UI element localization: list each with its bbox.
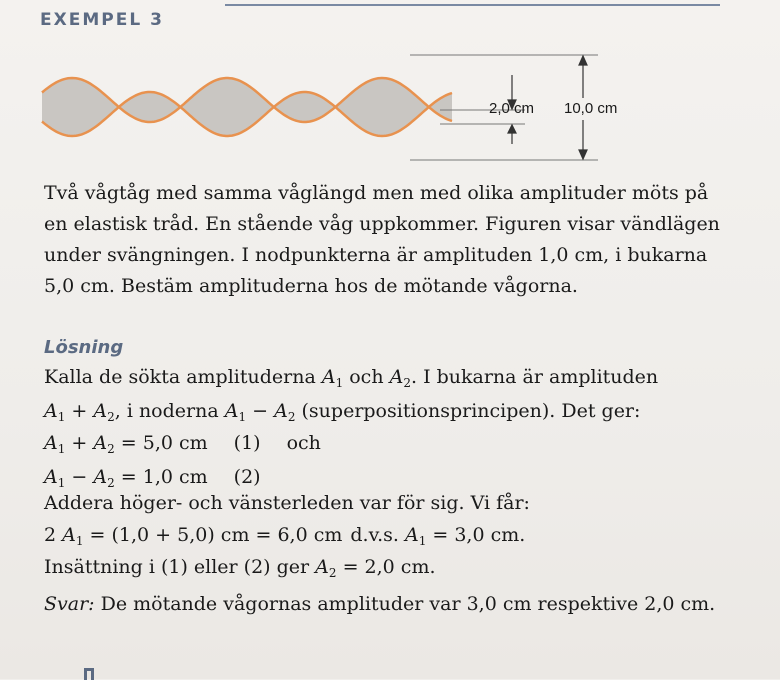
example-heading: EXEMPEL 3 <box>40 10 164 30</box>
answer-text: De mötande vågornas amplituder var 3,0 cm respektive 2,0 cm. <box>94 593 716 615</box>
solution-line-7: Insättning i (1) eller (2) ger $A_2 = 2,0$ cm. <box>44 556 436 580</box>
wave-envelope-fill <box>42 78 452 136</box>
problem-line: 5,0 cm. Bestäm amplituderna hos de mötande vågorna. <box>44 275 578 297</box>
problem-text <box>44 178 744 302</box>
small-amplitude-label: 2,0 cm <box>489 100 535 117</box>
solution-line-2: $A_1 + A_2$, i noderna $A_1 - A_2$ (superpositionsprincipen). Det ger: <box>44 400 641 424</box>
problem-line: Två vågtåg med samma våglängd men med olika amplituder möts på <box>44 182 709 204</box>
equation-1: $A_1 + A_2 = 5,0$ cm (1) och <box>44 432 321 456</box>
answer-label: Svar: <box>44 593 95 615</box>
solution-title: Lösning <box>44 337 124 358</box>
solution-line-1: Kalla de sökta amplituderna $A_1$ och $A_2$. I bukarna är amplituden <box>44 366 659 390</box>
answer-line <box>44 593 715 615</box>
equation-2: $A_1 - A_2 = 1,0$ cm (2) <box>44 466 261 490</box>
large-amplitude-label: 10,0 cm <box>564 100 618 117</box>
problem-line: en elastisk tråd. En stående våg uppkommer. Figuren visar vändlägen <box>44 213 720 235</box>
page-marker-icon <box>84 668 94 680</box>
solution-line-6: 2 $A_1 = (1,0 + 5,0)$ cm = 6,0 cm d.v.s. $A_1 = 3,0$ cm. <box>44 524 526 548</box>
problem-line: under svängningen. I nodpunkterna är amplituden 1,0 cm, i bukarna <box>44 244 708 266</box>
solution-line-5: Addera höger- och vänsterleden var för sig. Vi får: <box>44 492 530 514</box>
